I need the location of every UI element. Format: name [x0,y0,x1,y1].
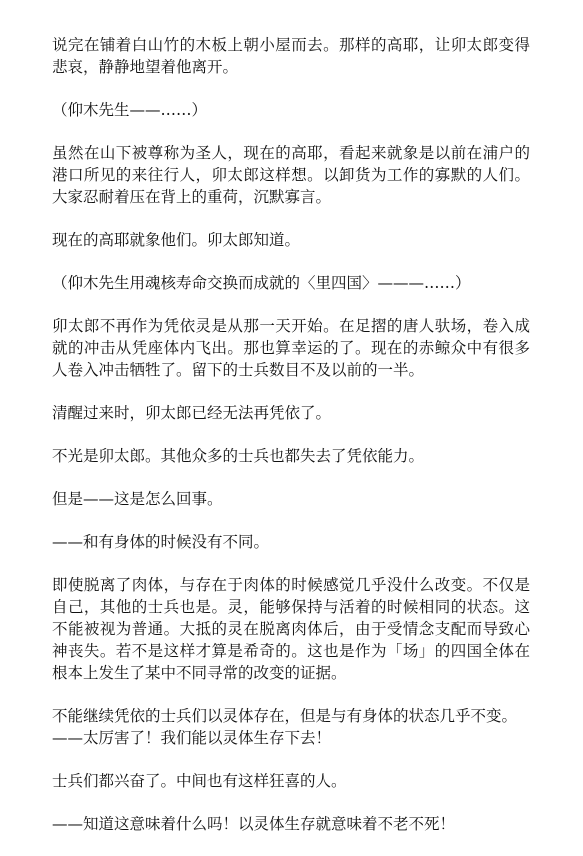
paragraph-1: 说完在铺着白山竹的木板上朝小屋而去。那样的高耶，让卯太郎变得悲哀，静静地望着他离开。 [52,36,530,76]
paragraph-5: （仰木先生用魂核寿命交换而成就的〈里四国〉———……） [52,274,471,292]
paragraph-14: 士兵们都兴奋了。中间也有这样狂喜的人。 [52,772,347,790]
paragraph-15: ——知道这意味着什么吗！以灵体生存就意味着不老不死！ [52,815,456,833]
paragraph-12: 不能继续凭依的士兵们以灵体存在，但是与有身体的状态几乎不变。 [52,707,518,725]
paragraph-4: 现在的高耶就象他们。卯太郎知道。 [52,231,301,249]
paragraph-13: ——太厉害了！我们能以灵体生存下去！ [52,729,332,747]
paragraph-8: 不光是卯太郎。其他众多的士兵也都失去了凭依能力。 [52,447,425,465]
paragraph-6: 卯太郎不再作为凭依灵是从那一天开始。在足摺的唐人驮场，卷入成就的冲击从凭座体内飞出。那也算幸运的了。现在的赤鲸众中有很多人卷入冲击牺牲了。留下的士兵数目不及以前的一半。 [52,317,530,379]
paragraph-3: 虽然在山下被尊称为圣人，现在的高耶，看起来就象是以前在浦户的港口所见的来往行人，卯太郎这样想。以卸货为工作的寡默的人们。大家忍耐着压在背上的重荷，沉默寡言。 [52,144,530,206]
paragraph-2: （仰木先生——……） [52,101,208,119]
paragraph-7: 清醒过来时，卯太郎已经无法再凭依了。 [52,404,332,422]
paragraph-10: ——和有身体的时候没有不同。 [52,533,270,551]
paragraph-9: 但是——这是怎么回事。 [52,490,223,508]
document-page [52,34,530,856]
paragraph-11: 即使脱离了肉体，与存在于肉体的时候感觉几乎没什么改变。不仅是自己，其他的士兵也是。灵，能够保持与活着的时候相同的状态。这不能被视为普通。大抵的灵在脱离肉体后，由于受情念支配而导致心神丧失。若不是这样才算是希奇的。这也是作为「场」的四国全体在根本上发生了某中不同寻常的改变的证据。 [52,576,530,682]
